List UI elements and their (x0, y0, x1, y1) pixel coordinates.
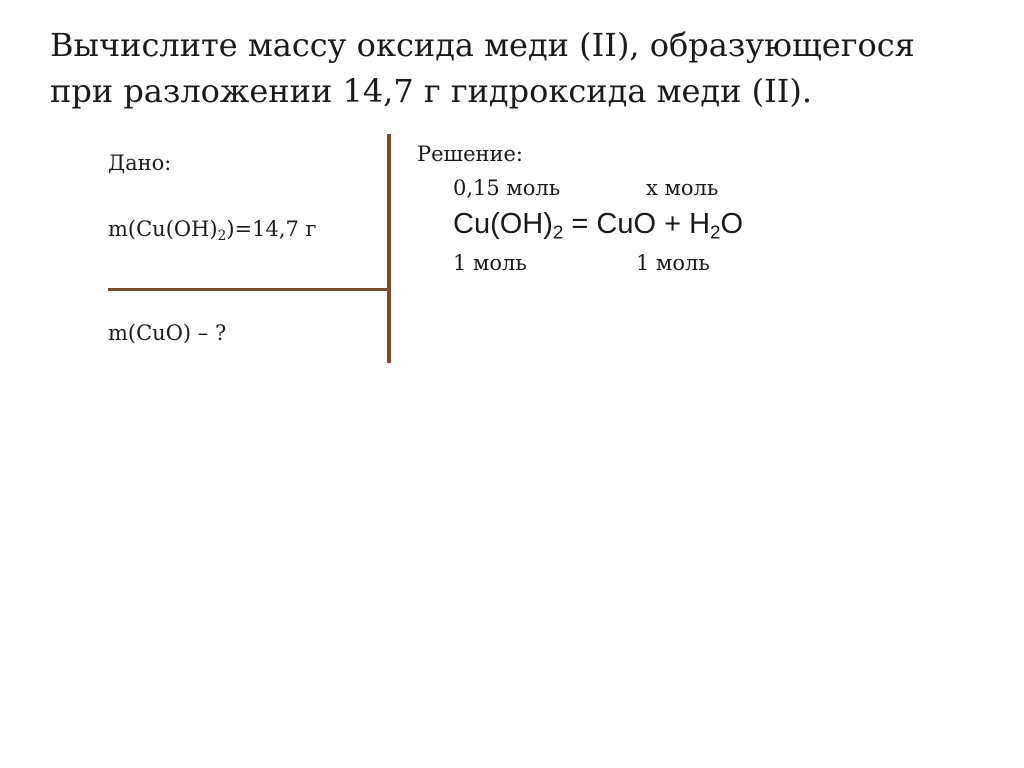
moles-product: х моль (646, 176, 719, 200)
problem-statement (50, 22, 990, 114)
equation-sub-1: 2 (552, 221, 564, 243)
equation-part-3: O (720, 208, 744, 240)
given-divider-horizontal (108, 288, 390, 291)
given-mass-suffix: )=14,7 г (226, 217, 317, 241)
moles-reactant: 0,15 моль (453, 176, 561, 200)
problem-line-2: при разложении 14,7 г гидроксида меди (II). (50, 72, 813, 110)
given-mass-prefix: m(Cu(OH) (108, 217, 218, 241)
equation-part-2: = CuO + H (563, 208, 711, 240)
problem-line-1: Вычислите массу оксида меди (II), образующегося (50, 26, 915, 64)
stoich-product: 1 моль (636, 251, 710, 275)
equation-sub-2: 2 (710, 221, 721, 243)
given-mass-subscript: 2 (217, 228, 227, 245)
stoich-reactant: 1 моль (453, 251, 527, 275)
solution-label: Решение: (417, 142, 524, 166)
reaction-equation (453, 206, 743, 242)
given-divider-vertical (387, 134, 391, 363)
equation-part-1: Cu(OH) (453, 208, 553, 240)
given-mass (108, 216, 317, 245)
given-label: Дано: (108, 151, 172, 175)
find-quantity: m(CuO) – ? (108, 321, 227, 345)
